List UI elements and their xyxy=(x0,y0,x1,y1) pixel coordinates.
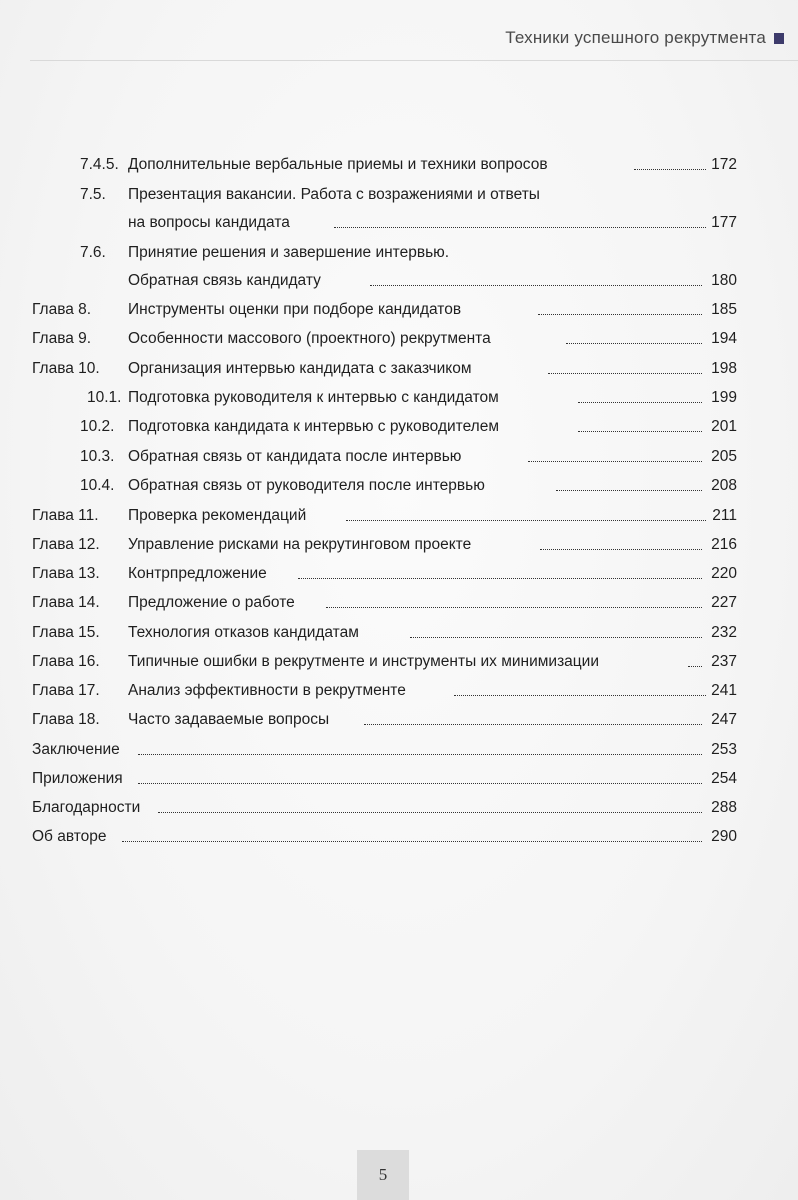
toc-leader-dots xyxy=(538,314,702,315)
toc-entry-number: 10.2. xyxy=(80,418,115,435)
toc-entry[interactable] xyxy=(0,828,798,858)
toc-entry-page: 199 xyxy=(711,389,737,406)
toc-leader-dots xyxy=(540,549,702,550)
toc-entry-title: Анализ эффективности в рекрутменте xyxy=(128,682,406,699)
toc-entry-title: Презентация вакансии. Работа с возражениями и ответы xyxy=(128,186,540,203)
toc-leader-dots xyxy=(528,461,702,462)
toc-entry-title: Управление рисками на рекрутинговом проекте xyxy=(128,536,472,553)
toc-leader-dots xyxy=(158,812,702,813)
toc-leader-dots xyxy=(566,343,702,344)
header-rule xyxy=(30,60,798,61)
toc-entry-title: Принятие решения и завершение интервью. xyxy=(128,244,450,261)
toc-entry-page: 227 xyxy=(711,594,737,611)
toc-entry-page: 247 xyxy=(711,711,737,728)
toc-entry-number: 10.3. xyxy=(80,448,115,465)
toc-entry-number: 7.6. xyxy=(80,244,106,261)
toc-entry-title: Контрпредложение xyxy=(128,565,267,582)
toc-entry-title: Подготовка руководителя к интервью с кандидатом xyxy=(128,389,499,406)
toc-entry-title-continuation: Обратная связь кандидату xyxy=(128,272,321,289)
toc-entry[interactable] xyxy=(0,156,798,186)
toc-leader-dots xyxy=(334,227,706,228)
toc-leader-dots xyxy=(138,754,702,755)
toc-leader-dots xyxy=(346,520,706,521)
toc-entry-title: Технология отказов кандидатам xyxy=(128,624,359,641)
page-number-tab xyxy=(357,1150,409,1200)
toc-entry-page: 172 xyxy=(711,156,737,173)
toc-entry[interactable] xyxy=(0,448,798,478)
toc-entry-title: Подготовка кандидата к интервью с руководителем xyxy=(128,418,500,435)
toc-entry[interactable] xyxy=(0,799,798,829)
toc-entry-page: 205 xyxy=(711,448,737,465)
toc-entry-title: Типичные ошибки в рекрутменте и инструменты их минимизации xyxy=(128,653,600,670)
toc-entry-page: 290 xyxy=(711,828,737,845)
toc-entry[interactable] xyxy=(0,682,798,712)
toc-entry-title: Инструменты оценки при подборе кандидатов xyxy=(128,301,462,318)
toc-entry-page: 194 xyxy=(711,330,737,347)
toc-entry[interactable] xyxy=(0,418,798,448)
toc-entry-page: 254 xyxy=(711,770,737,787)
toc-entry-title: Обратная связь от руководителя после интервью xyxy=(128,477,485,494)
toc-entry-page: 185 xyxy=(711,301,737,318)
toc-entry-continuation[interactable] xyxy=(0,214,798,244)
toc-entry-title: Часто задаваемые вопросы xyxy=(128,711,330,728)
toc-leader-dots xyxy=(634,169,706,170)
toc-entry-number: 10.4. xyxy=(80,477,115,494)
toc-leader-dots xyxy=(326,607,702,608)
toc-entry[interactable] xyxy=(0,770,798,800)
toc-entry-page: 237 xyxy=(711,653,737,670)
toc-entry[interactable] xyxy=(0,389,798,419)
toc-entry-title: Об авторе xyxy=(32,828,107,845)
toc-entry-page: 232 xyxy=(711,624,737,641)
toc-leader-dots xyxy=(410,637,702,638)
toc-entry-number: 10.1. xyxy=(87,389,122,406)
toc-leader-dots xyxy=(298,578,702,579)
toc-leader-dots xyxy=(138,783,702,784)
toc-entry-page: 198 xyxy=(711,360,737,377)
toc-entry-page: 241 xyxy=(711,682,737,699)
toc-entry[interactable] xyxy=(0,711,798,741)
toc-entry-number: Глава 11. xyxy=(32,507,99,524)
toc-entry[interactable] xyxy=(0,741,798,771)
header-square-icon xyxy=(774,33,784,44)
toc-entry-page: 211 xyxy=(712,507,737,524)
toc-leader-dots xyxy=(370,285,702,286)
toc-entry-title: Благодарности xyxy=(32,799,141,816)
toc-entry-title: Организация интервью кандидата с заказчиком xyxy=(128,360,472,377)
toc-entry-number: 7.4.5. xyxy=(80,156,119,173)
toc-entry-page: 220 xyxy=(711,565,737,582)
toc-entry-number: Глава 17. xyxy=(32,682,100,699)
toc-entry-page: 288 xyxy=(711,799,737,816)
toc-entry-page: 208 xyxy=(711,477,737,494)
toc-entry-title: Проверка рекомендаций xyxy=(128,507,307,524)
toc-entry-number: Глава 12. xyxy=(32,536,100,553)
toc-entry-number: Глава 8. xyxy=(32,301,92,318)
toc-entry[interactable] xyxy=(0,301,798,331)
toc-leader-dots xyxy=(578,402,702,403)
toc-entry[interactable] xyxy=(0,653,798,683)
toc-entry[interactable] xyxy=(0,594,798,624)
running-header xyxy=(505,28,784,48)
toc-entry-number: Глава 10. xyxy=(32,360,100,377)
toc-entry[interactable] xyxy=(0,477,798,507)
toc-entry-title: Приложения xyxy=(32,770,123,787)
toc-leader-dots xyxy=(122,841,702,842)
toc-leader-dots xyxy=(454,695,706,696)
toc-leader-dots xyxy=(556,490,702,491)
toc-entry-page: 177 xyxy=(711,214,737,231)
toc-entry-number: Глава 16. xyxy=(32,653,100,670)
toc-entry[interactable] xyxy=(0,360,798,390)
toc-entry[interactable] xyxy=(0,565,798,595)
toc-entry[interactable] xyxy=(0,330,798,360)
toc-entry-number: Глава 13. xyxy=(32,565,100,582)
toc-entry-page: 180 xyxy=(711,272,737,289)
toc-entry-title: Обратная связь от кандидата после интервью xyxy=(128,448,462,465)
toc-entry-title: Особенности массового (проектного) рекрутмента xyxy=(128,330,491,347)
toc-entry[interactable] xyxy=(0,186,798,216)
toc-entry[interactable] xyxy=(0,624,798,654)
toc-entry-page: 201 xyxy=(711,418,737,435)
toc-entry-title: Дополнительные вербальные приемы и техники вопросов xyxy=(128,156,548,173)
running-title: Техники успешного рекрутмента xyxy=(505,28,766,47)
page-number: 5 xyxy=(378,1165,388,1184)
toc-entry[interactable] xyxy=(0,244,798,274)
toc-entry-title: Предложение о работе xyxy=(128,594,295,611)
toc-entry-number: Глава 9. xyxy=(32,330,92,347)
toc-entry-title: Заключение xyxy=(32,741,120,758)
toc-entry-number: Глава 18. xyxy=(32,711,100,728)
toc-entry-page: 216 xyxy=(711,536,737,553)
toc-entry[interactable] xyxy=(0,507,798,537)
toc-entry-page: 253 xyxy=(711,741,737,758)
toc-entry-continuation[interactable] xyxy=(0,272,798,302)
toc-entry[interactable] xyxy=(0,536,798,566)
toc-leader-dots xyxy=(688,666,702,667)
toc-entry-number: Глава 15. xyxy=(32,624,100,641)
toc-entry-number: 7.5. xyxy=(80,186,106,203)
toc-entry-title-continuation: на вопросы кандидата xyxy=(128,214,290,231)
toc-leader-dots xyxy=(578,431,702,432)
toc-leader-dots xyxy=(548,373,702,374)
toc-leader-dots xyxy=(364,724,702,725)
toc-entry-number: Глава 14. xyxy=(32,594,100,611)
